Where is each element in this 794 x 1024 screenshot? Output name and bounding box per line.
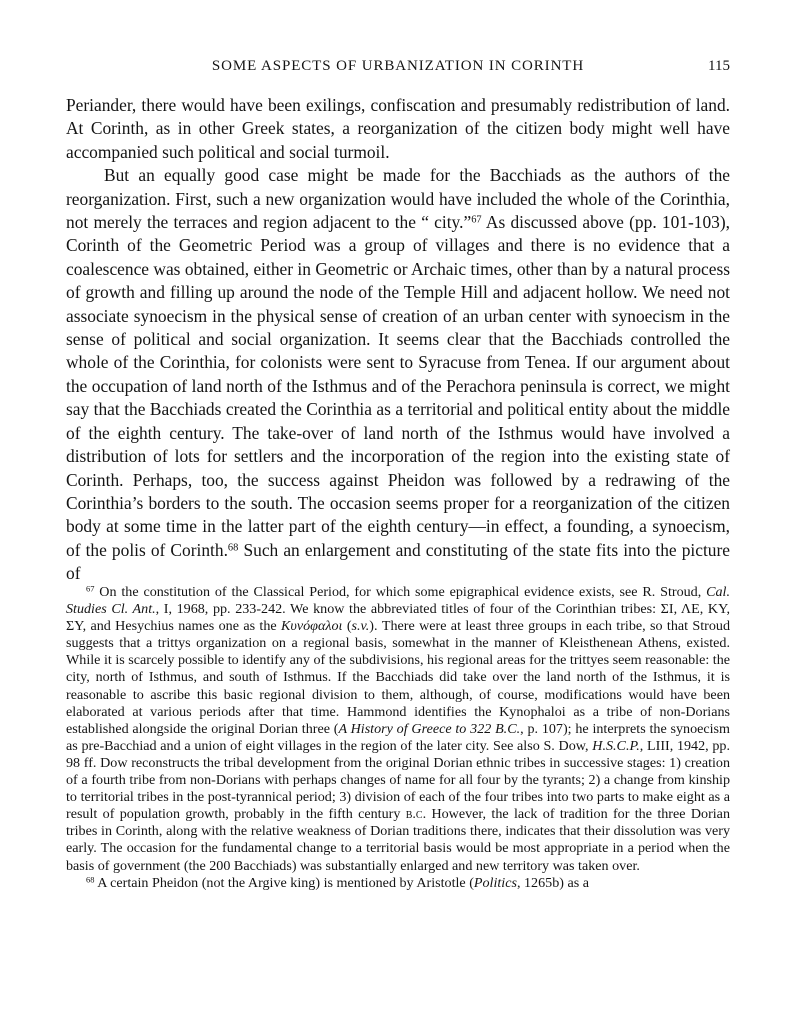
- paragraph-1: Periander, there would have been exilings, confiscation and presumably redistribution of land. At Corinth, as in other Greek states, a reorganization of the citizen body might well have accompanied such political and social turmoil.: [66, 95, 730, 162]
- page-number: 115: [708, 58, 730, 74]
- citation-title: H.S.C.P.: [592, 737, 640, 754]
- footnote-number: 67: [86, 583, 95, 594]
- paragraph-2-text-c: Such an enlargement and constituting of the state fits into the picture of: [66, 539, 730, 584]
- footnote-68: $^{68}$ A certain Pheidon (not the Argive king) is mentioned by Aristotle (Politics, 1265b) as a: [86, 873, 589, 891]
- paragraph-2: [66, 164, 730, 585]
- footnote-ref-68: 68: [227, 541, 239, 553]
- paragraph-2-text-b: As discussed above (pp. 101-103), Corinth of the Geometric Period was a group of villages and there is no evidence that a coalescence was obtained, either in Geometric or Archaic times, other than by a natural process of growth and filling up around the node of the Temple Hill and adjacent hollow. We need not associate synoecism in the physical sense of creation of an urban center with synoecism in the sense of political and social organization. It seems clear that the Bacchiads controlled the whole of the Corinthia, for colonists were sent to Syracuse from Tenea. If our argument about the occupation of land north of the Isthmus and of the Perachora peninsula is correct, we might say that the Bacchiads created the Corinthia as a territorial and political entity about the middle of the eighth century. The take-over of land north of the Isthmus would have involved a distribution of lots for settlers and the incorporation of the region into the existing state of Corinth. Perhaps, too, the success against Pheidon was followed by a redrawing of the Corinthia’s borders to the south. The occasion seems proper for a reorganization of the citizen body at some time in the latter part of the eighth century—in effect, a founding, a synoecism, of the polis of Corinth.: [66, 212, 731, 560]
- footnotes: [66, 584, 730, 892]
- running-title: SOME ASPECTS OF URBANIZATION IN CORINTH: [211, 58, 585, 74]
- running-header: [66, 58, 730, 80]
- footnote-number: 68: [86, 873, 95, 884]
- footnote-ref-67: 67: [471, 214, 482, 226]
- citation-title: Cal. Studies Cl. Ant.: [66, 584, 730, 618]
- era-abbrev: b.c.: [405, 806, 427, 823]
- paragraph-2-text-a: But an equally good case might be made for the Bacchiads as the authors of the reorganization. First, such a new organization would have included the whole of the Corinthia, not merely the terraces and region adjacent to the “ city.”: [66, 165, 730, 233]
- footnote-67: $^{67}$ On the constitution of the Classical Period, for which some epigraphical evidence exists, see R. Stroud, Cal. Studies Cl. Ant., I, 1968, pp. 233-242. We know the abbreviated titles of four of the Corinthian tribes: ΣΙ, ΛΕ, ΚΥ, ΣΥ, and Hesychius names one as the Κυνόφαλοι (s.v.). There were at least three groups in each tribe, so that Stroud suggests that a trittys organization on a regional basis, somewhat in the manner of Kleisthenean Athens, existed. While it is scarcely possible to identify any of the subdivisions, his regional areas for the trittyes seem reasonable: the city, north of Isthmus, and south of Isthmus. If the Bacchiads did take over the land north of the Isthmus, it is reasonable to ascribe this basic regional division to them, although, of course, modifications would have been elaborated at various periods after that time. Hammond identifies the Kynophaloi as a tribe of non-Dorians established alongside the original Dorian three (A History of Greece to 322 B.C., p. 107); he interprets the synoecism as pre-Bacchiad and a union of eight villages in the region of the later city. See also S. Dow, H.S.C.P., LIII, 1942, pp. 98 ff. Dow reconstructs the tribal development from the original Dorian ethnic tribes in successive stages: 1) creation of a fourth tribe from non-Dorians with perhaps changes of name for all four by the tyrants; 2) a change from kinship to territorial tribes in the post-tyrannical period; 3) division of each of the four tribes into two parts to make eight as a result of population growth, probably in the fifth century b.c. However, the lack of tradition for the three Dorian tribes in Corinth, along with the relative weakness of Dorian traditions there, indicates that their dissolution was very early. The occasion for the fundamental change to a territorial basis would be most appropriate in a period when the basis of government (the 200 Bacchiads) was substantially enlarged and new territory was taken over.: [66, 583, 730, 874]
- citation-title: A History of Greece to 322 B.C.: [338, 720, 521, 737]
- main-text: [66, 94, 730, 586]
- greek-term: Κυνόφαλοι: [281, 618, 343, 635]
- citation-abbrev: s.v.: [351, 618, 370, 635]
- citation-title: Politics: [473, 874, 517, 891]
